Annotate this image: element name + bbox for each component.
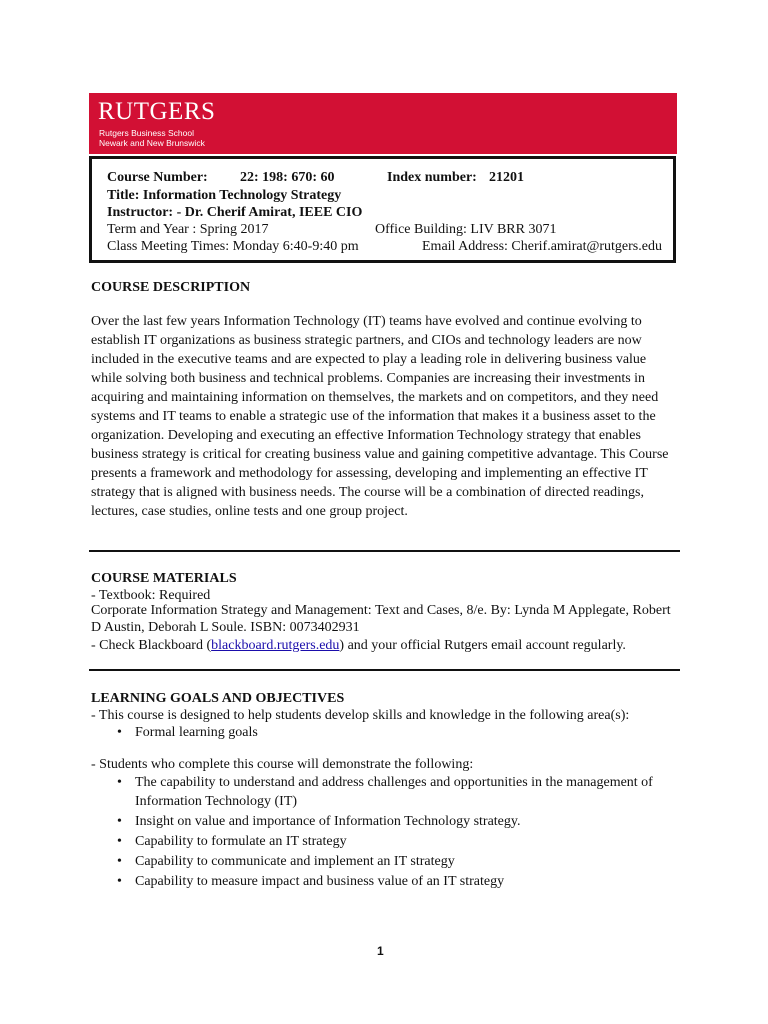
goals-intro: - This course is designed to help students develop skills and knowledge in the following area(s):	[91, 708, 630, 723]
textbook-required: - Textbook: Required	[91, 588, 211, 603]
course-number-label: Course Number:	[107, 170, 208, 185]
bullet-icon: •	[117, 775, 122, 790]
course-info-box	[89, 156, 676, 263]
section-divider	[89, 669, 680, 671]
meeting-times: Class Meeting Times: Monday 6:40-9:40 pm	[107, 239, 359, 254]
term-year: Term and Year : Spring 2017	[107, 222, 269, 237]
course-description-body: Over the last few years Information Technology (IT) teams have evolved and continue evolving to establish IT organizations as business strategic partners, and CIOs and technology leaders are now included in the executive teams and are expected to play a leading role in delivering business value while solving both business and technical problems. Companies are increasing their investments in acquiring and maintaining information on themselves, the markets and on competitors, and they need systems and IT teams to enable a strategic use of the information that makes it a business asset to the organization. Developing and executing an effective Information Technology strategy that enables business strategy is critical for creating business value and gaining competitive advantage. This Course presents a framework and methodology for assessing, developing and implementing an effective IT strategy that is aligned with business needs. The course will be a combination of directed readings, lectures, case studies, online tests and one group project.	[91, 314, 669, 519]
list-item: Capability to communicate and implement an IT strategy	[135, 854, 455, 869]
rutgers-banner	[89, 93, 677, 154]
section-divider	[89, 550, 680, 552]
office-building: Office Building: LIV BRR 3071	[375, 222, 557, 237]
outcomes-intro: - Students who complete this course will demonstrate the following:	[91, 757, 474, 772]
list-item: Capability to measure impact and business value of an IT strategy	[135, 874, 505, 889]
rutgers-logo: RUTGERS	[98, 98, 216, 125]
blackboard-link[interactable]: blackboard.rutgers.edu	[211, 638, 340, 653]
course-description-heading: COURSE DESCRIPTION	[91, 280, 251, 295]
bullet-icon: •	[117, 725, 122, 740]
textbook-reference: Corporate Information Strategy and Management: Text and Cases, 8/e. By: Lynda M Applegate, Robert D Austin, Deborah L Soule. ISBN: 0073402931	[91, 603, 671, 635]
list-item: Formal learning goals	[135, 725, 258, 740]
course-number-value: 22: 198: 670: 60	[240, 170, 335, 185]
bullet-icon: •	[117, 834, 122, 849]
instructor: Instructor: - Dr. Cherif Amirat, IEEE CIO	[107, 205, 363, 220]
bullet-icon: •	[117, 874, 122, 889]
index-number-value: 21201	[489, 170, 524, 185]
bullet-icon: •	[117, 814, 122, 829]
list-item: The capability to understand and address challenges and opportunities in the management of Information Technology (IT)	[135, 775, 653, 809]
course-title: Title: Information Technology Strategy	[107, 188, 342, 203]
course-materials-heading: COURSE MATERIALS	[91, 571, 237, 586]
index-number-label: Index number:	[387, 170, 477, 185]
email-address: Email Address: Cherif.amirat@rutgers.edu	[422, 239, 662, 254]
learning-goals-heading: LEARNING GOALS AND OBJECTIVES	[91, 691, 345, 706]
list-item: Capability to formulate an IT strategy	[135, 834, 347, 849]
logo-subtitle: Rutgers Business School Newark and New Brunswick	[99, 128, 205, 148]
bullet-icon: •	[117, 854, 122, 869]
page-number: 1	[377, 944, 384, 958]
list-item: Insight on value and importance of Information Technology strategy.	[135, 814, 521, 829]
blackboard-note: - Check Blackboard (blackboard.rutgers.edu) and your official Rutgers email account regularly.	[91, 638, 626, 653]
